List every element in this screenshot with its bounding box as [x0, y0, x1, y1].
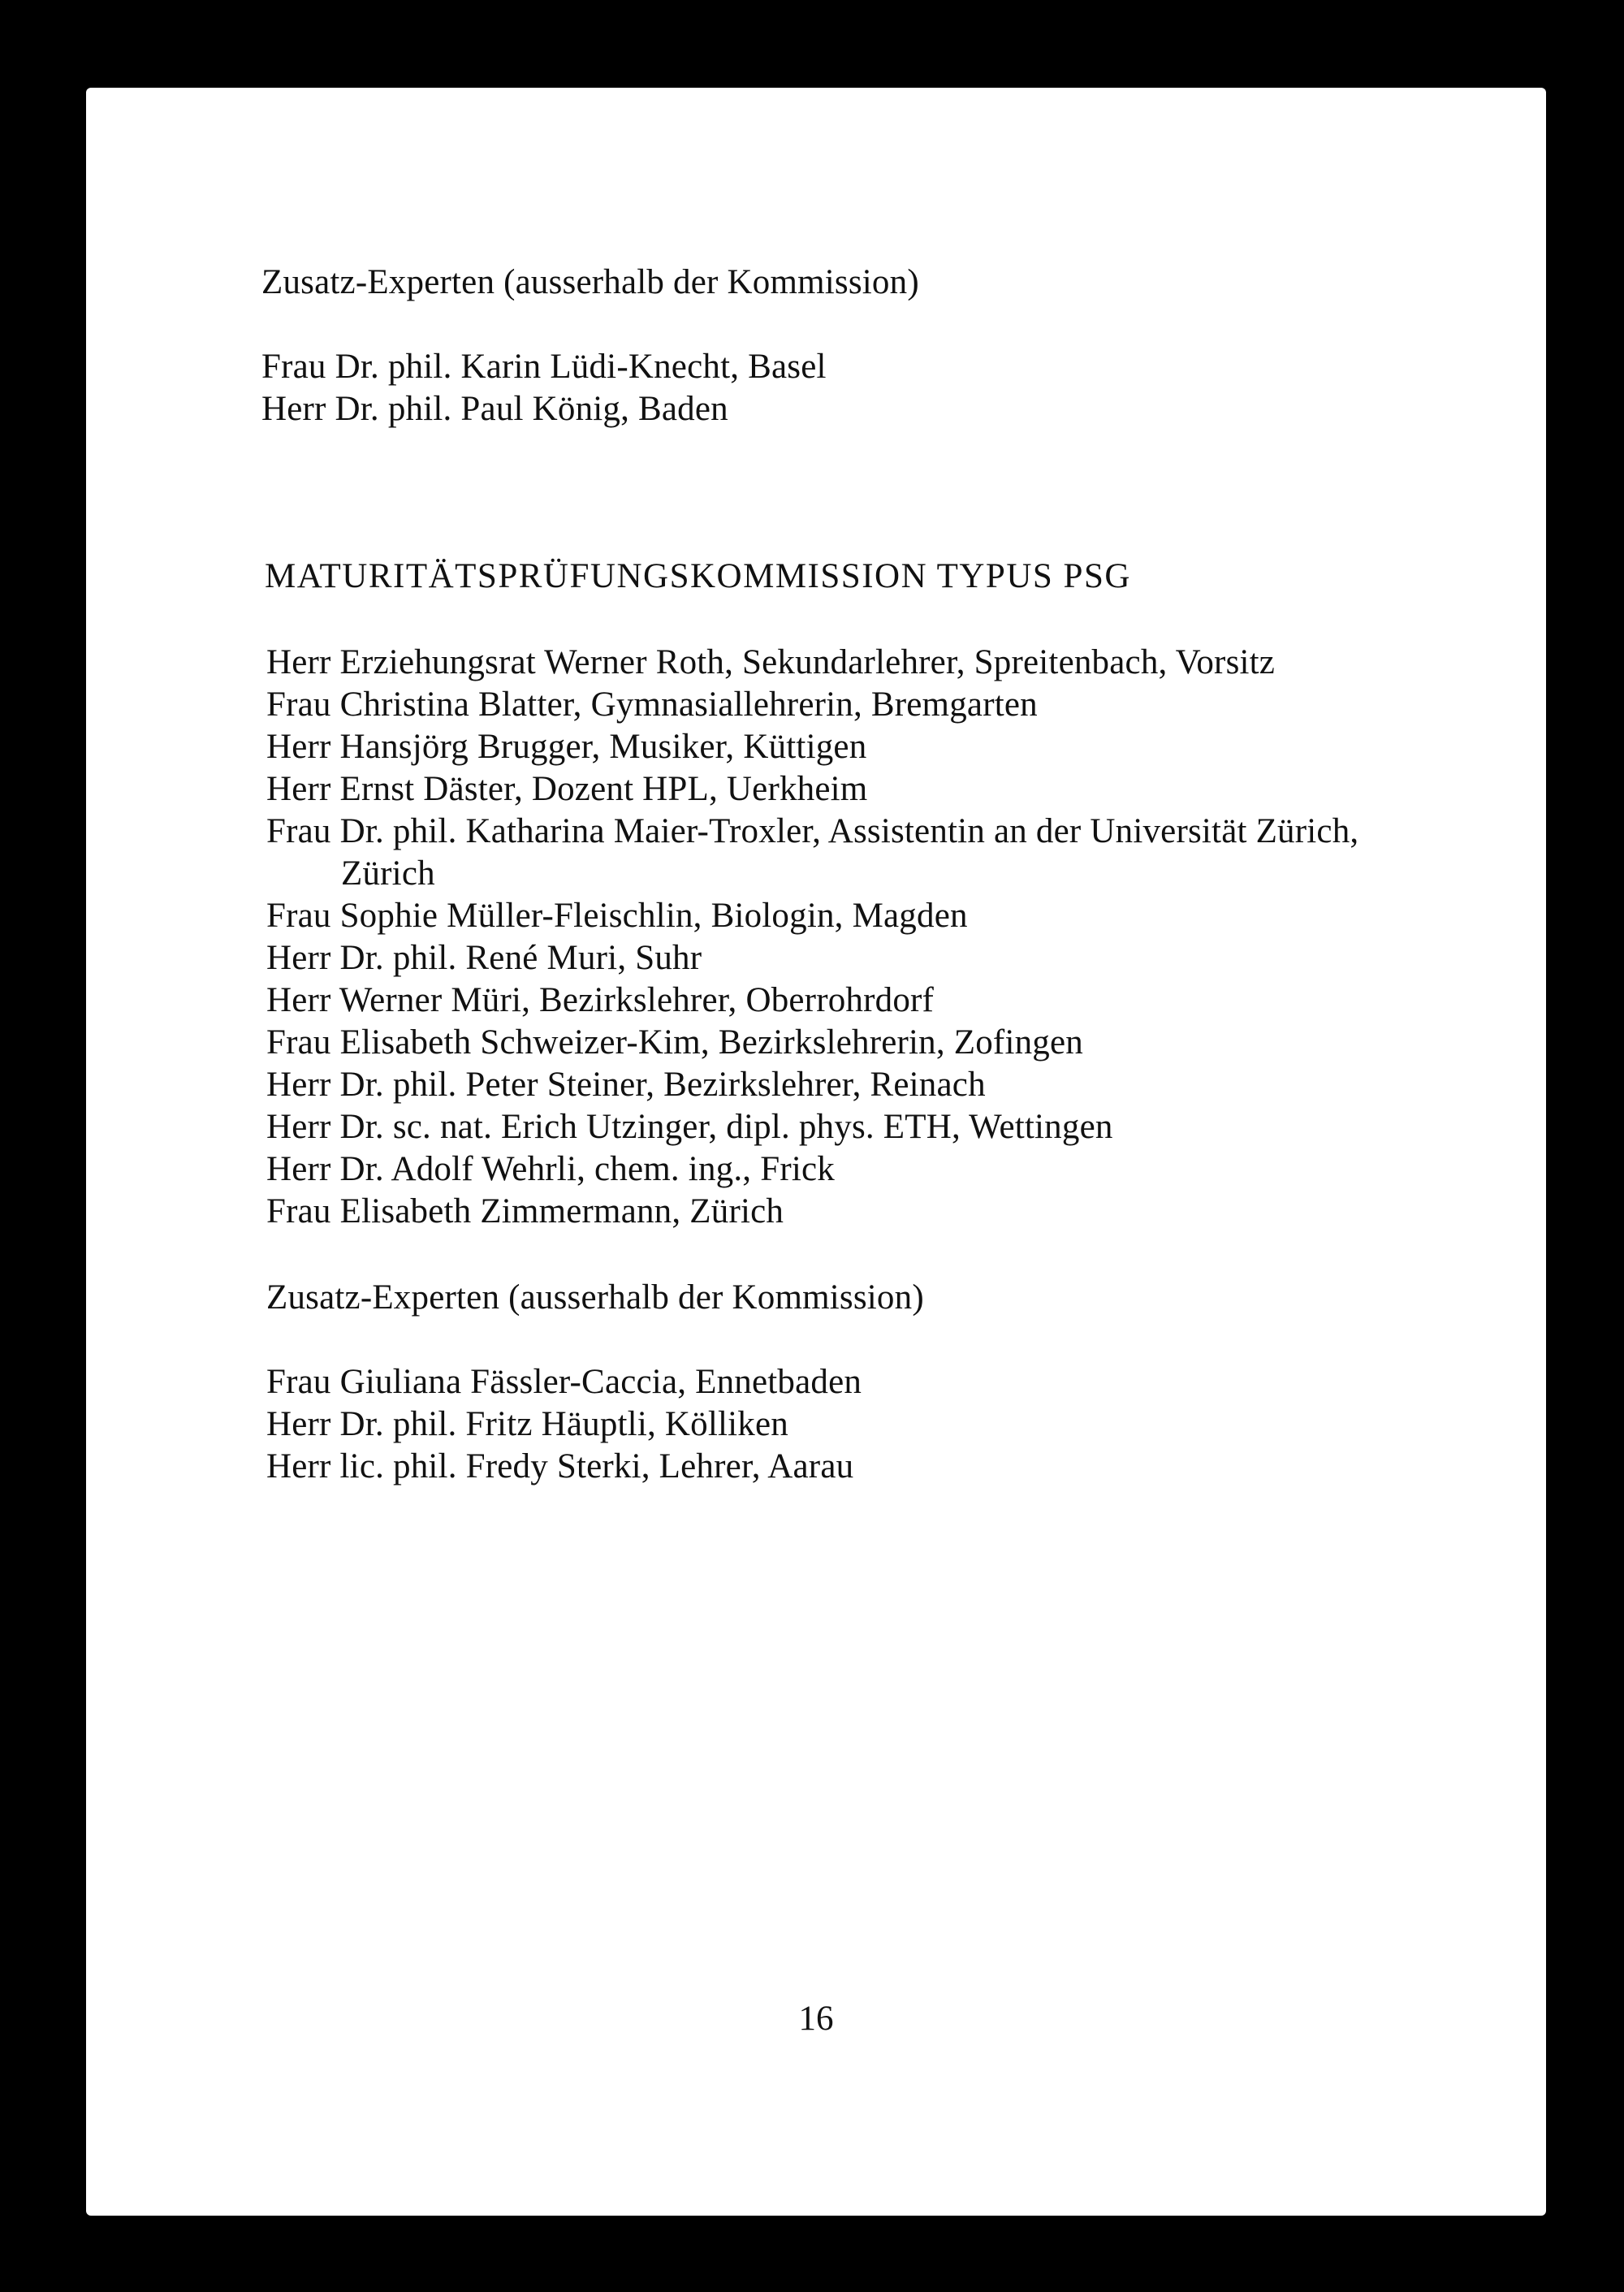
expert-line: Frau Giuliana Fässler-Caccia, Ennetbaden: [266, 1363, 862, 1401]
expert-line: Herr lic. phil. Fredy Sterki, Lehrer, Aarau: [266, 1447, 854, 1485]
member-line: Herr Dr. Adolf Wehrli, chem. ing., Frick: [266, 1150, 835, 1188]
member-line: Herr Dr. phil. René Muri, Suhr: [266, 939, 702, 977]
member-line-continuation: Zürich: [341, 854, 435, 893]
member-line: Herr Werner Müri, Bezirkslehrer, Oberrohrdorf: [266, 981, 935, 1019]
member-line: Herr Hansjörg Brugger, Musiker, Küttigen: [266, 728, 867, 766]
member-line: Frau Dr. phil. Katharina Maier-Troxler, Assistentin an der Universität Zürich,: [266, 812, 1359, 850]
expert-line: Frau Dr. phil. Karin Lüdi-Knecht, Basel: [261, 348, 827, 386]
member-line: Herr Dr. sc. nat. Erich Utzinger, dipl. phys. ETH, Wettingen: [266, 1108, 1113, 1146]
member-line: Frau Elisabeth Schweizer-Kim, Bezirkslehrerin, Zofingen: [266, 1023, 1083, 1062]
member-line: Frau Christina Blatter, Gymnasiallehrerin, Bremgarten: [266, 685, 1038, 724]
member-line: Frau Sophie Müller-Fleischlin, Biologin, Magden: [266, 897, 968, 935]
commission-title: MATURITÄTSPRÜFUNGSKOMMISSION TYPUS PSG: [265, 557, 1131, 595]
member-line: Herr Ernst Däster, Dozent HPL, Uerkheim: [266, 770, 868, 808]
expert-line: Herr Dr. phil. Paul König, Baden: [261, 390, 728, 428]
member-line: Frau Elisabeth Zimmermann, Zürich: [266, 1192, 784, 1230]
expert-line: Herr Dr. phil. Fritz Häuptli, Kölliken: [266, 1405, 788, 1443]
experts-heading-2: Zusatz-Experten (ausserhalb der Kommission): [266, 1278, 924, 1317]
document-page: [86, 88, 1546, 2216]
experts-heading-1: Zusatz-Experten (ausserhalb der Kommission): [261, 263, 919, 301]
page-number: 16: [798, 2000, 834, 2038]
member-line: Herr Dr. phil. Peter Steiner, Bezirkslehrer, Reinach: [266, 1066, 986, 1104]
member-line: Herr Erziehungsrat Werner Roth, Sekundarlehrer, Spreitenbach, Vorsitz: [266, 643, 1276, 681]
